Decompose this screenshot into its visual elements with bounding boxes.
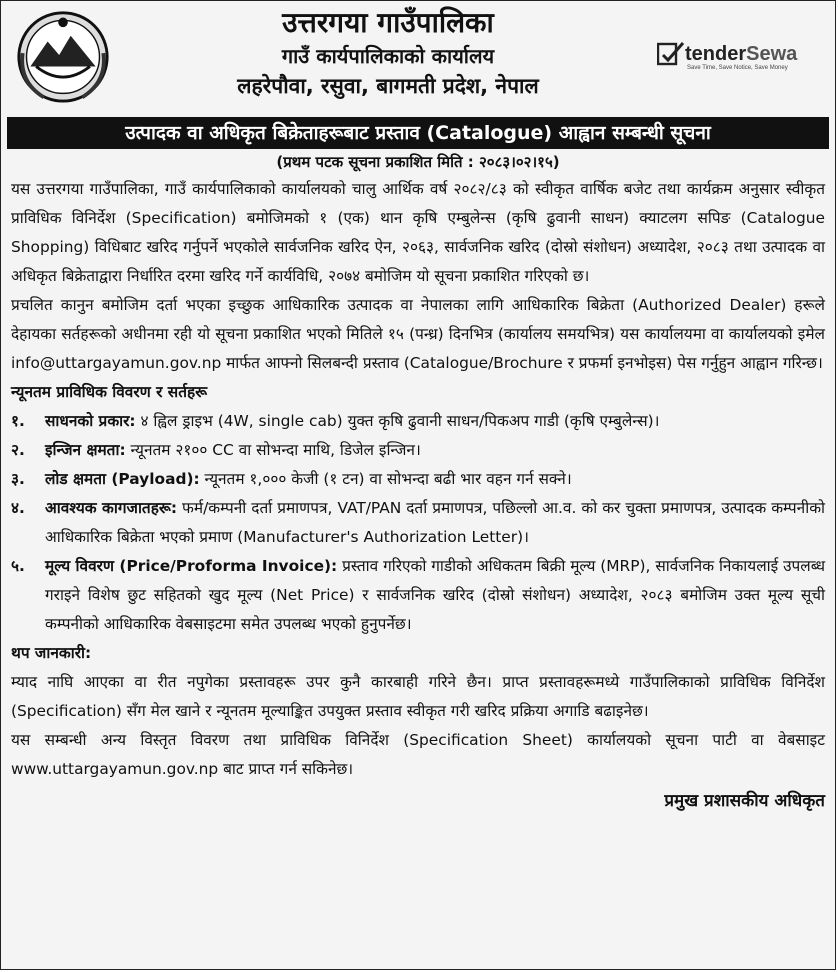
item-text [45, 465, 825, 494]
item-label: मूल्य विवरण (Price/Proforma Invoice): [45, 557, 338, 575]
spec-heading: न्यूनतम प्राविधिक विवरण र सर्तहरू [11, 383, 208, 401]
invitation-paragraph: प्रचलित कानुन बमोजिम दर्ता भएका इच्छुक आधिकारिक उत्पादक वा नेपालका लागि आधिकारिक बिक्रेता (Authorized Dealer) हरूले देहायका सर्तहरूको अधीनमा रही यो सूचना प्रकाशित भएको मितिले १५ (पन्ध्र) दिनभित्र (कार्यालय समयभित्र) यस कार्यालयमा वा कार्यालयको इमेल info@uttargayamun.gov.np मार्फत आफ्नो सिलबन्दी प्रस्ताव (Catalogue/Brochure र प्रफर्मा इनभोइस) पेस गर्नुहुन आह्वान गरिन्छ। [11, 296, 825, 372]
list-item [11, 407, 825, 436]
item-number: ५. [11, 557, 25, 575]
office-name: गाउँ कार्यपालिकाको कार्यालय [281, 44, 495, 68]
notice-title-banner: उत्पादक वा अधिकृत बिक्रेताहरूबाट प्रस्ताव (Catalogue) आह्वान सम्बन्धी सूचना [7, 117, 829, 149]
item-text [45, 552, 825, 639]
publish-date: (प्रथम पटक सूचना प्रकाशित मिति : २०८३।०२।१५) [276, 153, 560, 171]
extra-info-heading: थप जानकारी: [11, 644, 92, 662]
brand-tagline: Save Time, Save Notice, Save Money [687, 65, 788, 71]
intro-paragraph: यस उत्तरगया गाउँपालिका, गाउँ कार्यपालिकाको कार्यालयको चालु आर्थिक वर्ष २०८२/८३ को स्वीकृत वार्षिक बजेट तथा कार्यक्रम अनुसार स्वीकृत प्राविधिक विनिर्देश (Specification) बमोजिमको १ (एक) थान कृषि एम्बुलेन्स (कृषि ढुवानी साधन) क्याटलग सपिङ (Catalogue Shopping) विधिबाट खरिद गर्नुपर्ने भएकोले सार्वजनिक खरिद ऐन, २०६३, सार्वजनिक खरिद (दोस्रो संशोधन) अध्यादेश, २०८३ तथा उत्पादक वा अधिकृत बिक्रेताद्वारा निर्धारित दरमा खरिद गर्ने कार्यविधि, २०७४ बमोजिम यो सूचना प्रकाशित गरिएको छ। [11, 180, 825, 285]
item-description: प्रस्ताव गरिएको गाडीको अधिकतम बिक्री मूल्य (MRP), सार्वजनिक निकायलाई उपलब्ध गराइने विशेष छुट सहितको खुद मूल्य (Net Price) र सार्वजनिक खरिद (दोस्रो संशोधन) अध्यादेश, २०८३ बमोजिम उक्त मूल्य सूची कम्पनीको आधिकारिक वेबसाइटमा समेत उपलब्ध भएको हुनुपर्नेछ। [45, 557, 825, 633]
item-description: न्यूनतम २१०० CC वा सोभन्दा माथि, डिजेल इन्जिन। [125, 441, 421, 459]
item-label: साधनको प्रकार: [45, 412, 136, 430]
item-label: आवश्यक कागजातहरू: [45, 499, 177, 517]
notice-header [1, 1, 835, 113]
list-item [11, 465, 825, 494]
nepal-emblem-icon [15, 7, 111, 103]
contact-paragraph: यस सम्बन्धी अन्य विस्तृत विवरण तथा प्राविधिक विनिर्देश (Specification Sheet) कार्यालयको सूचना पाटी वा वेबसाइट www.uttargayamun.gov.np बाट प्राप्त गर्न सकिनेछ। [11, 731, 825, 778]
brand-name [685, 43, 797, 66]
item-number: १. [11, 412, 25, 430]
notice-body [1, 175, 835, 784]
brand-name-part2: Sewa [746, 42, 798, 65]
organization-name: उत्तरगया गाउँपालिका [282, 6, 494, 39]
item-description: न्यूनतम १,००० केजी (१ टन) वा सोभन्दा बढी भार वहन गर्न सक्ने। [199, 470, 572, 488]
office-address: लहरेपौवा, रसुवा, बागमती प्रदेश, नेपाल [237, 74, 539, 98]
item-text [45, 436, 825, 465]
item-number: ३. [11, 470, 25, 488]
list-item [11, 494, 825, 552]
item-number: २. [11, 441, 25, 459]
list-item [11, 436, 825, 465]
item-number: ४. [11, 499, 25, 517]
item-text [45, 407, 825, 436]
tendersewa-logo [657, 41, 807, 71]
brand-name-part1: tender [685, 42, 747, 65]
item-label: लोड क्षमता (Payload): [45, 470, 200, 488]
extra-info-paragraph: म्याद नाघि आएका वा रीत नपुगेका प्रस्तावहरू उपर कुनै कारबाही गरिने छैन। प्राप्त प्रस्तावहरूमध्ये गाउँपालिकाको प्राविधिक विनिर्देश (Specification) सँग मेल खाने र न्यूनतम मूल्याङ्कित उपयुक्त प्रस्ताव स्वीकृत गरी खरिद प्रक्रिया अगाडि बढाइनेछ। [11, 673, 825, 720]
item-description: ४ ह्विल ड्राइभ (4W, single cab) युक्त कृषि ढुवानी साधन/पिकअप गाडी (कृषि एम्बुलेन्स)। [135, 412, 660, 430]
tendersewa-logo-icon [657, 41, 685, 67]
list-item [11, 552, 825, 639]
signature-title: प्रमुख प्रशासकीय अधिकृत [664, 791, 825, 811]
item-description: फर्म/कम्पनी दर्ता प्रमाणपत्र, VAT/PAN दर्ता प्रमाणपत्र, पछिल्लो आ.व. को कर चुक्ता प्रमाणपत्र, उत्पादक कम्पनीको आधिकारिक बिक्रेता भएको प्रमाण (Manufacturer's Authorization Letter)। [45, 499, 826, 546]
organization-block [121, 5, 655, 101]
item-text [45, 494, 825, 552]
item-label: इन्जिन क्षमता: [45, 441, 126, 459]
